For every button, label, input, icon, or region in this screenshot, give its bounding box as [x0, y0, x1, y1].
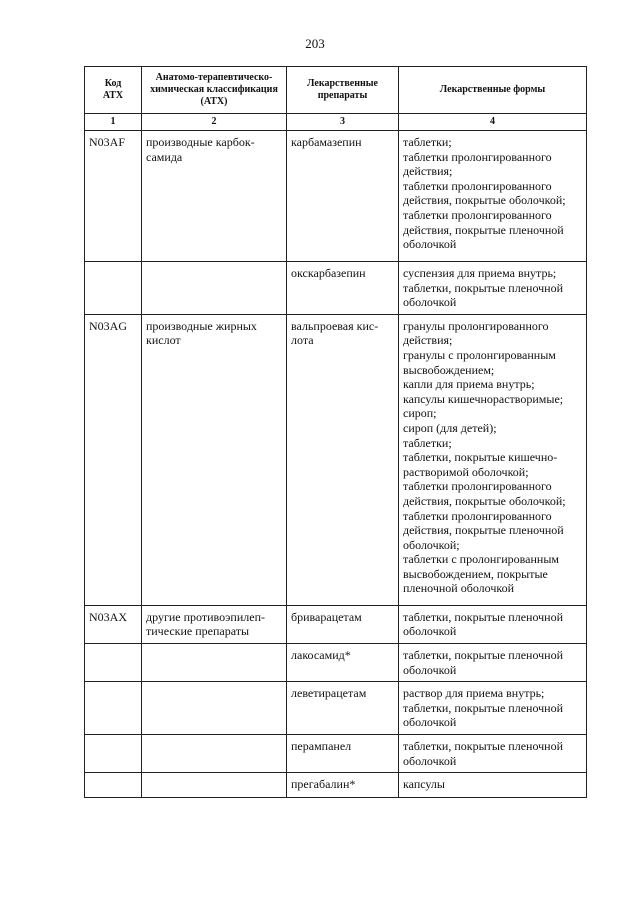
form-line: таблетки, покрытые пленочной: [403, 647, 564, 662]
drug-name: перампанел: [291, 738, 352, 753]
atc-code-cell: [85, 262, 142, 315]
forms-cell: [399, 262, 587, 315]
form-line: таблетки пролонгированного: [403, 479, 552, 494]
table-row: [85, 773, 587, 798]
form-line: таблетки пролонгированного: [403, 178, 552, 193]
form-line: таблетки, покрытые пленочной: [403, 738, 564, 753]
table-row: [85, 131, 587, 262]
drug-cell: [287, 262, 399, 315]
header-forms: Лекарственные формы: [399, 67, 587, 114]
atc-code-cell: [85, 314, 142, 605]
drug-cell: [287, 314, 399, 605]
drug-table: [84, 66, 587, 798]
atc-code-cell: [85, 773, 142, 798]
atc-code-cell: [85, 131, 142, 262]
drug-cell: [287, 682, 399, 735]
drug-name: бриварацетам: [291, 609, 362, 624]
form-line: действия;: [403, 164, 453, 179]
table-body: [85, 131, 587, 798]
drug-cell: [287, 131, 399, 262]
column-number: 2: [142, 114, 287, 131]
atc-code: N03AF: [89, 135, 126, 149]
classification-cell: [142, 605, 287, 643]
classification-cell: [142, 262, 287, 315]
form-line: оболочкой: [403, 624, 457, 639]
forms-cell: [399, 605, 587, 643]
form-line: оболочкой;: [403, 537, 460, 552]
form-line: таблетки;: [403, 135, 452, 149]
table-row: [85, 643, 587, 681]
atc-code-cell: [85, 643, 142, 681]
form-line: таблетки;: [403, 435, 452, 450]
form-line: таблетки с пролонгированным: [403, 552, 560, 567]
forms-cell: [399, 734, 587, 772]
drug-name: леветирацетам: [291, 686, 367, 701]
form-line: высвобождением;: [403, 362, 495, 377]
drug-name: лакосамид*: [291, 647, 351, 662]
classification-line: кислот: [146, 333, 181, 348]
form-line: раствор для приема внутрь;: [403, 686, 545, 701]
form-line: таблетки, покрытые кишечно-: [403, 450, 558, 465]
atc-code: N03AG: [89, 318, 127, 333]
column-number: 1: [85, 114, 142, 131]
classification-cell: [142, 734, 287, 772]
form-line: таблетки пролонгированного: [403, 508, 552, 523]
header-row: [85, 67, 587, 114]
forms-cell: [399, 773, 587, 798]
classification-line: другие противоэпилеп-: [146, 609, 266, 624]
atc-code-cell: [85, 605, 142, 643]
form-line: суспензия для приема внутрь;: [403, 266, 557, 280]
form-line: оболочкой: [403, 295, 457, 310]
column-number: 3: [287, 114, 399, 131]
form-line: действия, покрытые пленочной: [403, 222, 564, 237]
form-line: таблетки пролонгированного: [403, 207, 552, 222]
forms-cell: [399, 314, 587, 605]
form-line: таблетки, покрытые пленочной: [403, 700, 564, 715]
classification-line: самида: [146, 149, 183, 164]
forms-cell: [399, 131, 587, 262]
form-line: оболочкой: [403, 237, 457, 252]
form-line: капсулы: [403, 777, 445, 792]
table-row: [85, 605, 587, 643]
form-line: высвобождением, покрытые: [403, 566, 548, 581]
form-line: оболочкой: [403, 715, 457, 730]
form-line: гранулы с пролонгированным: [403, 347, 556, 362]
drug-cell: [287, 643, 399, 681]
classification-line: тические препараты: [146, 624, 250, 639]
page-number: 203: [305, 36, 325, 51]
header-drugs: Лекарственные препараты: [287, 67, 399, 114]
table-row: [85, 314, 587, 605]
drug-name: вальпроевая кис-: [291, 318, 379, 333]
form-line: оболочкой: [403, 753, 457, 768]
form-line: капли для приема внутрь;: [403, 377, 535, 392]
table-row: [85, 262, 587, 315]
form-line: оболочкой: [403, 662, 457, 677]
drug-name: прегабалин*: [291, 777, 356, 792]
form-line: таблетки, покрытые пленочной: [403, 280, 564, 295]
classification-line: производные жирных: [146, 318, 257, 333]
atc-code-cell: [85, 682, 142, 735]
header-code: Код АТХ: [85, 67, 142, 114]
form-line: таблетки, покрытые пленочной: [403, 609, 564, 624]
form-line: сироп;: [403, 406, 437, 421]
forms-cell: [399, 643, 587, 681]
atc-code: N03AX: [89, 609, 127, 624]
column-number-row: [85, 114, 587, 131]
table-row: [85, 682, 587, 735]
classification-cell: [142, 682, 287, 735]
drug-cell: [287, 773, 399, 798]
form-line: растворимой оболочкой;: [403, 464, 529, 479]
drug-name: карбамазепин: [291, 135, 362, 149]
header-classification: Анатомо-терапевтическо- химическая классификация (АТХ): [142, 67, 287, 114]
classification-cell: [142, 773, 287, 798]
form-line: сироп (для детей);: [403, 420, 497, 435]
drug-cell: [287, 605, 399, 643]
forms-cell: [399, 682, 587, 735]
form-line: капсулы кишечнорастворимые;: [403, 391, 564, 406]
drug-cell: [287, 734, 399, 772]
form-line: действия, покрытые оболочкой;: [403, 193, 566, 208]
classification-line: производные карбок-: [146, 135, 255, 149]
atc-code-cell: [85, 734, 142, 772]
form-line: действия;: [403, 333, 453, 348]
form-line: действия, покрытые оболочкой;: [403, 493, 566, 508]
classification-cell: [142, 643, 287, 681]
form-line: гранулы пролонгированного: [403, 318, 549, 333]
column-number: 4: [399, 114, 587, 131]
form-line: таблетки пролонгированного: [403, 149, 552, 164]
form-line: действия, покрытые пленочной: [403, 523, 564, 538]
classification-cell: [142, 131, 287, 262]
classification-cell: [142, 314, 287, 605]
form-line: пленочной оболочкой: [403, 581, 515, 596]
drug-name: окскарбазепин: [291, 266, 366, 280]
table-row: [85, 734, 587, 772]
drug-name: лота: [291, 333, 314, 348]
